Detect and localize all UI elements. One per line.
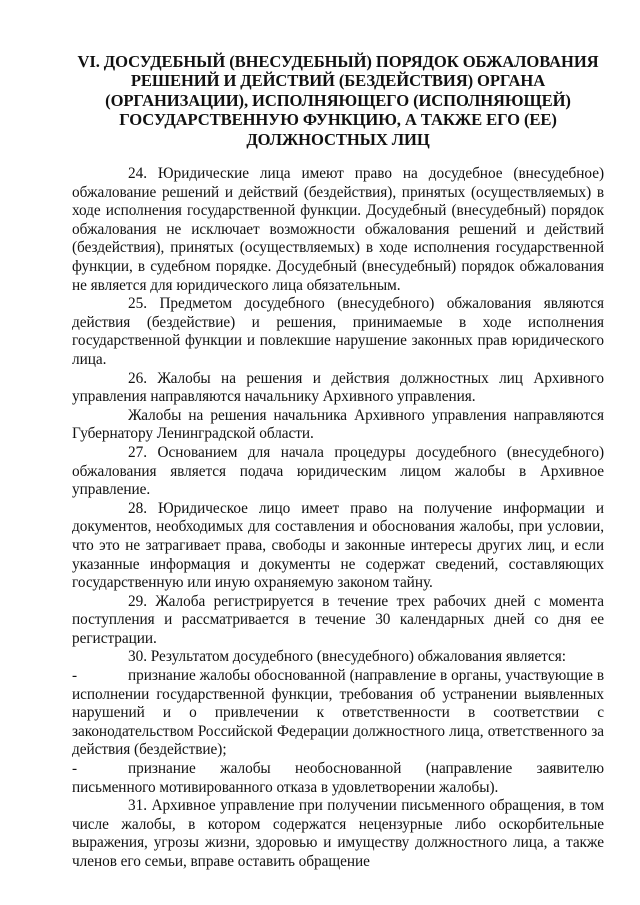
document-body: [72, 165, 604, 872]
paragraph-31: 31. Архивное управление при получении письменного обращения, в том числе жалобы, в котором содержатся нецензурные либо оскорбительные выражения, угрозы жизни, здоровью и имуществу должностного лица, а также членов его семьи, вправе оставить обращение: [72, 797, 604, 870]
paragraph-27: 27. Основанием для начала процедуры досудебного (внесудебного) обжалования является подача юридическим лицом жалобы в Архивное управление.: [72, 443, 604, 499]
paragraph-29: 29. Жалоба регистрируется в течение трех рабочих дней с момента поступления и рассматривается в течение 30 календарных дней со дня ее регистрации.: [72, 592, 604, 647]
paragraph-26: 26. Жалобы на решения и действия должностных лиц Архивного управления направляются начальнику Архивного управления.: [72, 369, 604, 406]
list-item-text: признание жалобы необоснованной (направление заявителю письменного мотивированного отказа в удовлетворении жалобы).: [72, 760, 604, 796]
section-heading: [72, 52, 604, 149]
paragraph-25: 25. Предметом досудебного (внесудебного) обжалования являются действия (бездействие) и решения, принимаемые в ходе исполнения государственной функции и повлекшие нарушение законных прав юридического лица.: [72, 295, 604, 368]
paragraph-24: 24. Юридические лица имеют право на досудебное (внесудебное) обжалование решений и действий (бездействия), принятых (осуществляемых) в ходе исполнения государственной функции. Досудебный (внесудебный) порядок обжалования не исключает возможности обжалования решений и действий (бездействия), принятых (осуществляемых) в ходе исполнения государственной функции, в судебном порядке. Досудебный (внесудебный) порядок обжалования не является для юридического лица обязательным.: [72, 165, 604, 294]
dash-bullet: -: [72, 760, 78, 778]
heading-line: РЕШЕНИЙ И ДЕЙСТВИЙ (БЕЗДЕЙСТВИЯ) ОРГАНА: [130, 71, 546, 91]
heading-line: (ОРГАНИЗАЦИИ), ИСПОЛНЯЮЩЕГО (ИСПОЛНЯЮЩЕЙ): [105, 90, 571, 110]
heading-line: VI. ДОСУДЕБНЫЙ (ВНЕСУДЕБНЫЙ) ПОРЯДОК ОБЖАЛОВАНИЯ: [77, 52, 599, 71]
list-item: [72, 667, 604, 760]
list-item-text: признание жалобы обоснованной (направление в органы, участвующие в исполнении государственной функции, требования об устранении выявленных нарушений и о привлечении к ответственности в соответствии с законодательством Российской Федерации должностного лица, ответственного за действия (бездействие);: [72, 667, 604, 759]
paragraph-28: 28. Юридическое лицо имеет право на получение информации и документов, необходимых для составления и обоснования жалобы, при условии, что это не затрагивает права, свободы и законные интересы других лиц, и если указанные информация и документы не содержат сведений, составляющих государственную или иную охраняемую законом тайну.: [72, 499, 604, 592]
heading-line: ГОСУДАРСТВЕННУЮ ФУНКЦИЮ, А ТАКЖЕ ЕГО (ЕЕ): [119, 110, 557, 130]
heading-line: ДОЛЖНОСТНЫХ ЛИЦ: [246, 129, 430, 149]
list-item: [72, 760, 604, 797]
dash-bullet: -: [72, 667, 78, 685]
paragraph-30: 30. Результатом досудебного (внесудебного) обжалования является:: [128, 648, 566, 666]
paragraph-26-continued: Жалобы на решения начальника Архивного управления направляются Губернатору Ленинградской области.: [72, 406, 604, 443]
